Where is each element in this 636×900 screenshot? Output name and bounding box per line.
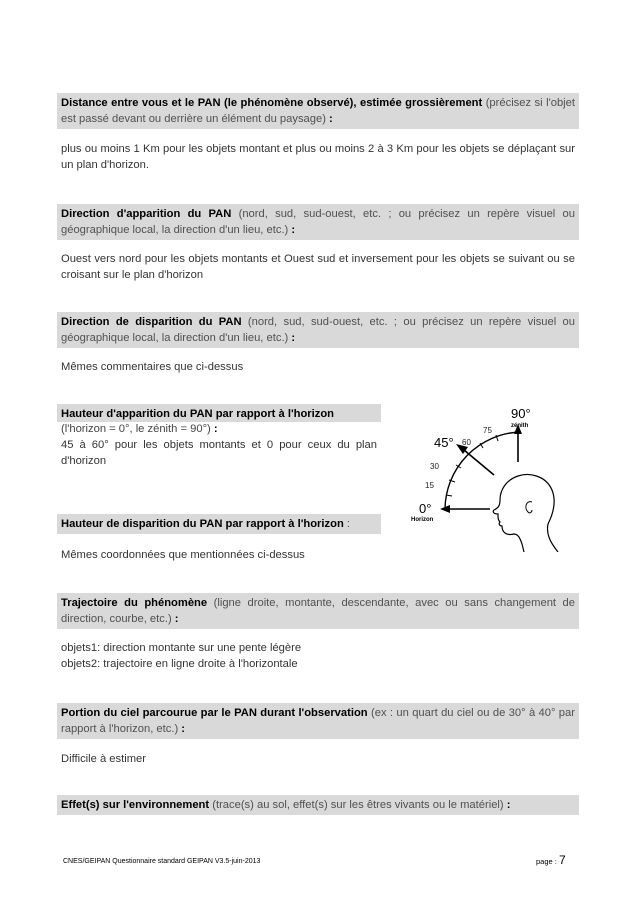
footer-page <box>536 853 566 867</box>
question-trajectoire <box>57 593 579 629</box>
label-15: 15 <box>425 481 434 490</box>
question-title: Hauteur d'apparition du PAN par rapport à l'horizon <box>61 408 335 420</box>
question-hint: (l'horizon = 0°, le zénith = 90°) <box>61 423 211 435</box>
question-direction-disparition <box>57 312 579 348</box>
label-horizon: Horizon <box>411 517 434 523</box>
page-number: 7 <box>558 853 566 867</box>
question-title: Portion du ciel parcourue par le PAN durant l'observation <box>61 707 368 719</box>
arc-tick <box>446 495 452 496</box>
answer-hauteur-apparition: 45 à 60° pour les objets montants et 0 pour ceux du plan d'horizon <box>61 439 377 467</box>
question-title: Effet(s) sur l'environnement <box>61 799 210 811</box>
question-hint: (ex : un quart du ciel ou de 30° à 40° par rapport à l'horizon, etc.) <box>61 707 575 735</box>
page-label: page : <box>536 857 559 866</box>
question-title: Hauteur de disparition du PAN par rapport à l'horizon <box>61 518 344 530</box>
question-hauteur-apparition-hint <box>61 421 379 437</box>
question-hauteur-disparition <box>57 514 381 534</box>
question-colon: : <box>210 423 218 435</box>
ear-icon <box>526 502 532 513</box>
question-distance <box>57 93 579 129</box>
footer-document-id: CNES/GEIPAN Questionnaire standard GEIPAN V3.5-juin-2013 <box>63 858 261 865</box>
question-colon: : <box>343 518 350 530</box>
answer-direction-disparition: Mêmes commentaires que ci-dessus <box>61 361 244 373</box>
label-60: 60 <box>462 438 471 447</box>
label-90: 90° <box>511 406 531 421</box>
question-colon: : <box>325 113 333 125</box>
label-45: 45° <box>434 435 454 450</box>
question-hint: (ligne droite, montante, descendante, avec ou sans changement de direction, courbe, etc.) <box>61 597 575 625</box>
elevation-arc <box>445 432 520 509</box>
answer-distance: plus ou moins 1 Km pour les objets montant et plus ou moins 2 à 3 Km pour les objets se déplaçant sur un plan d'horizon. <box>61 143 575 171</box>
answer-trajectoire-1: objets1: direction montante sur une pente légère <box>61 642 302 654</box>
angle-diagram <box>390 402 560 552</box>
answer-direction-apparition: Ouest vers nord pour les objets montants et Ouest sud et inversement pour les objets se suivant ou se croisant sur le plan d'horizon <box>61 253 575 281</box>
question-hint: (trace(s) au sol, effet(s) sur les êtres vivants ou le matériel) <box>209 799 504 811</box>
question-title: Trajectoire du phénomène <box>61 597 208 609</box>
question-title: Distance entre vous et le PAN (le phénomène observé), estimée grossièrement <box>61 97 483 109</box>
question-hauteur-apparition <box>57 404 381 422</box>
question-colon: : <box>288 332 296 344</box>
label-30: 30 <box>430 462 439 471</box>
label-zenith: zénith <box>511 423 529 429</box>
arrow-45-shaft <box>464 450 494 475</box>
question-direction-apparition <box>57 204 579 240</box>
question-hint: (nord, sud, sud-ouest, etc. ; ou précisez un repère visuel ou géographique local, la direction d'un lieu, etc.) <box>61 208 575 236</box>
question-colon: : <box>288 224 296 236</box>
question-colon: : <box>503 799 511 811</box>
answer-hauteur-disparition: Mêmes coordonnées que mentionnées ci-dessus <box>61 549 305 561</box>
answer-trajectoire-2: objets2: trajectoire en ligne droite à l'horizontale <box>61 658 298 670</box>
question-hint: (nord, sud, sud-ouest, etc. ; ou précisez un repère visuel ou géographique local, la direction d'un lieu, etc.) <box>61 316 576 344</box>
question-colon: : <box>178 723 186 735</box>
head-profile-icon <box>493 475 558 552</box>
label-0: 0° <box>419 501 432 516</box>
question-title: Direction de disparition du PAN <box>61 316 242 328</box>
answer-portion-ciel: Difficile à estimer <box>61 753 146 765</box>
question-colon: : <box>171 613 179 625</box>
question-hint: (précisez si l'objet est passé devant ou derrière un élément du paysage) <box>61 97 575 125</box>
question-title: Direction d'apparition du PAN <box>61 208 232 220</box>
question-effets-environnement <box>57 795 579 815</box>
label-75: 75 <box>483 426 492 435</box>
question-portion-ciel <box>57 703 579 739</box>
